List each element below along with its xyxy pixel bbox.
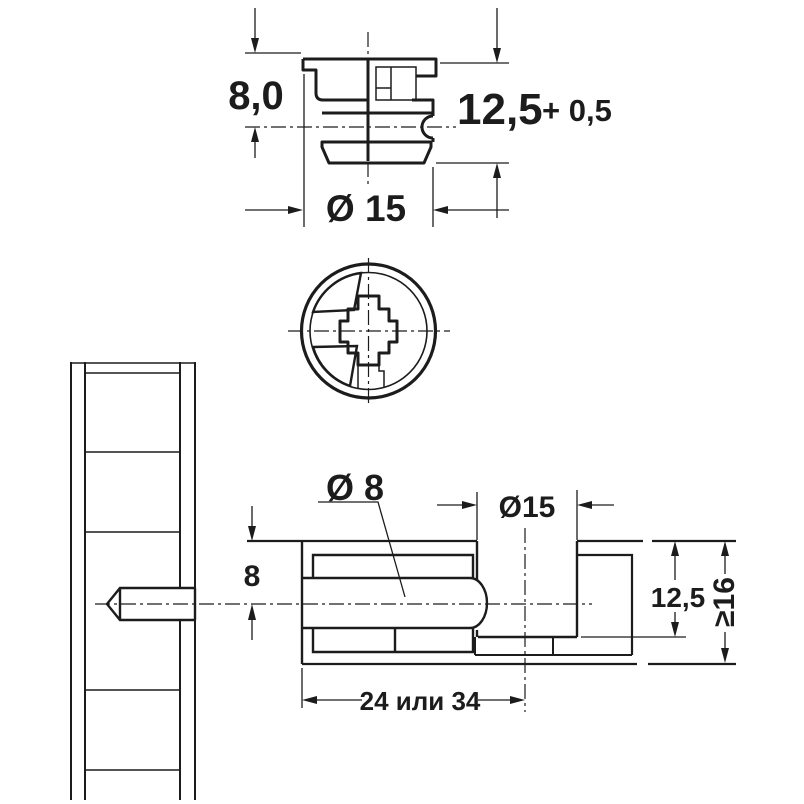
dim-d15b-arrowhead-left bbox=[577, 501, 592, 509]
dim-8-0-arrowhead-down bbox=[251, 38, 259, 53]
dim-label-cam-diameter: Ø 15 bbox=[325, 188, 407, 229]
dim-label-insert-depth-tolerance: + 0,5 bbox=[542, 93, 612, 128]
dim-12-5b-arrowhead-down bbox=[671, 622, 679, 637]
assembly-section-view bbox=[71, 362, 741, 800]
cam-side-base-disc bbox=[322, 142, 431, 163]
cam-hole-walls bbox=[477, 541, 577, 637]
dim-label-insert-depth: 12,5 bbox=[457, 85, 543, 134]
dim-label-drilling-depth: 12,5 bbox=[650, 582, 706, 613]
dim-label-cam-hole-diameter: Ø15 bbox=[498, 491, 556, 524]
dim-d15-arrowhead-left bbox=[433, 206, 448, 214]
dim-12-5b-arrowhead-up bbox=[671, 541, 679, 556]
dim-12-5-arrowhead-down bbox=[493, 48, 501, 63]
dim-label-min-panel-thickness: ≥16 bbox=[708, 577, 741, 627]
housing-bottom-slot bbox=[313, 628, 473, 652]
housing-bolt-bore bbox=[302, 578, 470, 628]
panel-section-rungs bbox=[85, 373, 180, 770]
cam-side-view bbox=[228, 8, 612, 229]
dim-label-bolt-hole-diameter: Ø 8 bbox=[325, 467, 385, 508]
dim-8-0-arrowhead-up bbox=[251, 127, 259, 142]
dim-label-flange-height: 8,0 bbox=[228, 74, 284, 118]
housing-bore-rounded-end bbox=[470, 578, 487, 628]
dim-16-arrowhead-up bbox=[721, 541, 729, 556]
dim-24-34-arrowhead-right bbox=[510, 696, 525, 704]
cam-side-left-lip bbox=[303, 59, 367, 100]
dim-16-arrowhead-down bbox=[721, 648, 729, 663]
dim-8-arrowhead-down bbox=[248, 526, 256, 541]
dim-12-5-arrowhead-up bbox=[493, 163, 501, 178]
dim-d15b-arrowhead-right bbox=[462, 501, 477, 509]
housing-bottom-step-lines bbox=[475, 637, 632, 655]
dim-label-edge-to-axis: 24 или 34 bbox=[359, 686, 481, 716]
cam-side-inner-slot-box bbox=[376, 67, 416, 100]
dim-24-34-arrowhead-left bbox=[302, 696, 317, 704]
panel-outer-lines bbox=[71, 362, 195, 800]
panel-inner-lines bbox=[85, 362, 180, 800]
dim-d15-arrowhead-right bbox=[288, 206, 303, 214]
dim-8-arrowhead-up bbox=[248, 604, 256, 620]
vertical-panel-section bbox=[71, 362, 195, 800]
dim-label-face-to-axis: 8 bbox=[243, 560, 261, 593]
cam-wing-cutout-upper bbox=[313, 273, 361, 312]
cam-bottom-slot-lines bbox=[358, 365, 384, 388]
dim-d8-leader-line bbox=[318, 502, 405, 597]
cam-seat-right-box bbox=[577, 555, 632, 655]
housing-top-slot bbox=[313, 555, 473, 578]
cam-front-view bbox=[288, 258, 450, 404]
